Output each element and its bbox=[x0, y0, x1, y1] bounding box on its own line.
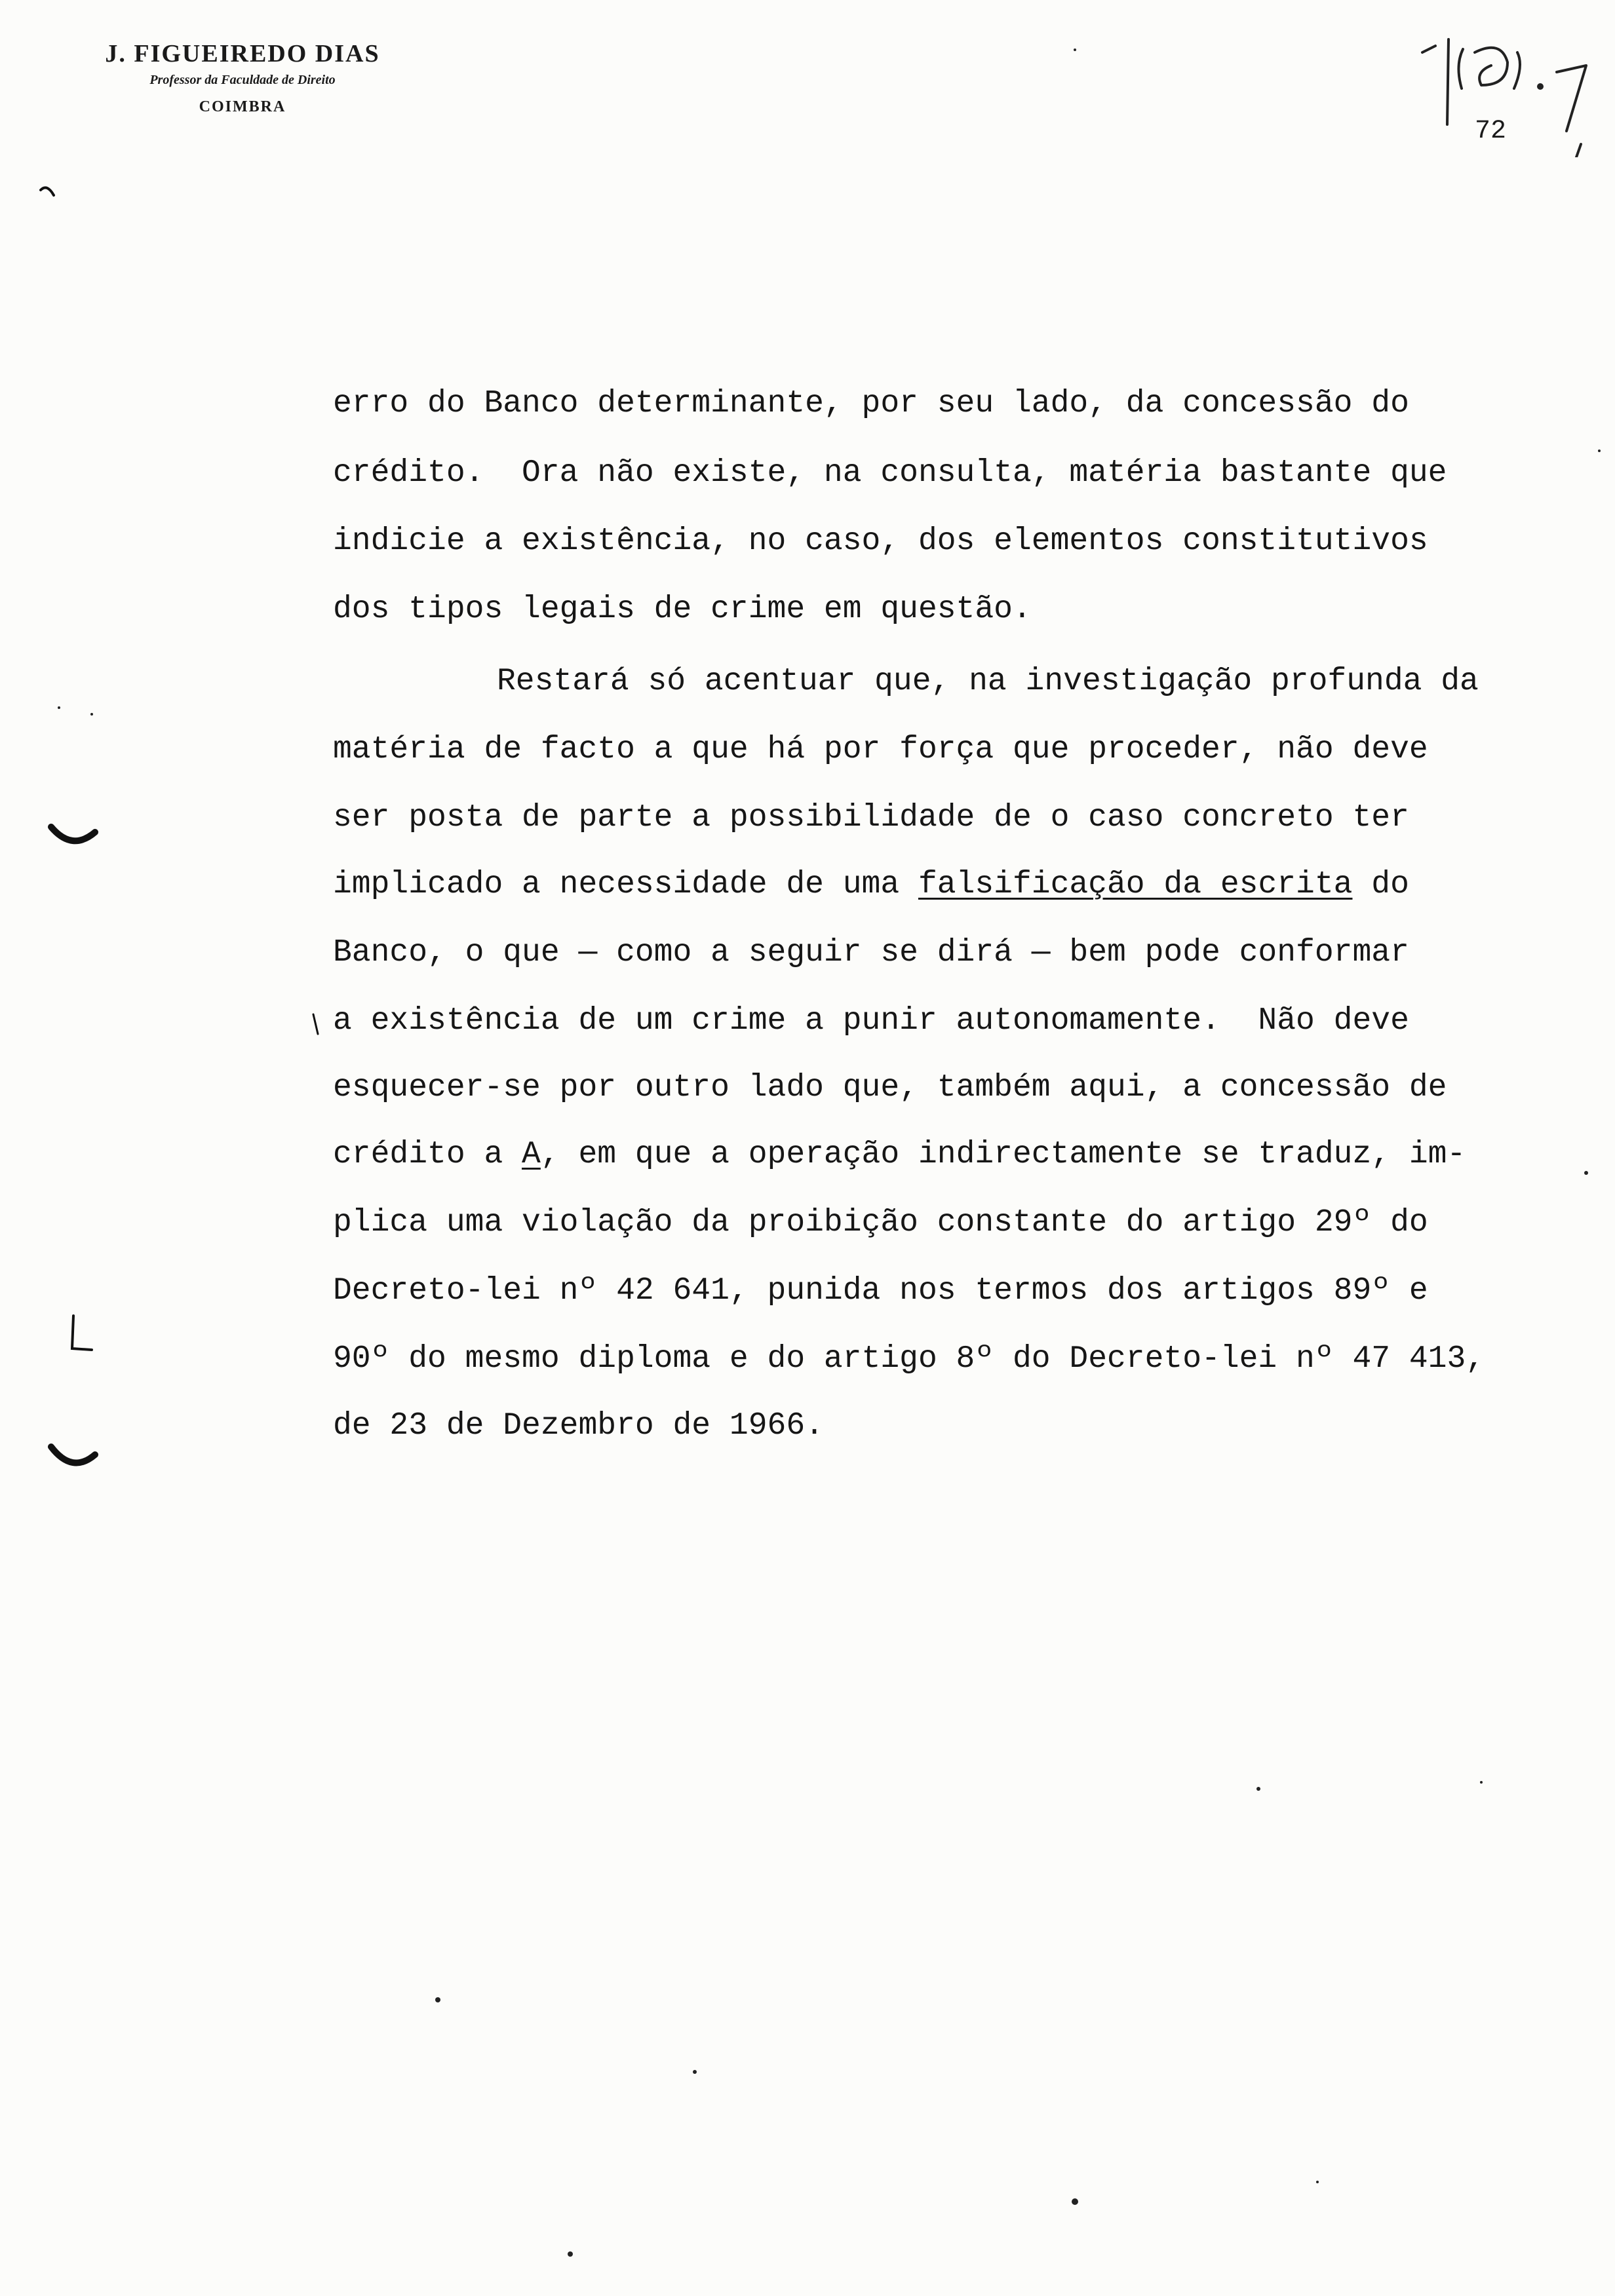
handwritten-folio-number bbox=[1409, 26, 1606, 157]
paragraph-1-line-2: crédito. Ora não existe, na consulta, matéria bastante que bbox=[333, 455, 1447, 491]
letterhead-name: J. FIGUEIREDO DIAS bbox=[105, 40, 380, 67]
paragraph-1-line-3: indicie a existência, no caso, dos elementos constitutivos bbox=[333, 524, 1428, 559]
letterhead-title: Professor da Faculdade de Direito bbox=[149, 73, 336, 87]
underlined-letter-a: A bbox=[522, 1137, 541, 1172]
line-8-text-after: , em que a operação indirectamente se traduz, im- bbox=[540, 1137, 1466, 1172]
paragraph-2-line-5: Banco, o que — como a seguir se dirá — bem pode conformar bbox=[333, 935, 1409, 970]
underlined-phrase-falsificacao: falsificação da escrita bbox=[918, 867, 1353, 902]
paragraph-2-line-3: ser posta de parte a possibilidade de o caso concreto ter bbox=[333, 800, 1409, 835]
paragraph-1-line-1: erro do Banco determinante, por seu lado, da concessão do bbox=[333, 386, 1409, 421]
paragraph-2-line-12: de 23 de Dezembro de 1966. bbox=[333, 1408, 824, 1444]
paragraph-2-line-4 bbox=[333, 865, 1409, 904]
paragraph-2-line-10: Decreto-lei nº 42 641, punida nos termos dos artigos 89º e bbox=[333, 1273, 1428, 1309]
paragraph-2-line-6: a existência de um crime a punir autonomamente. Não deve bbox=[333, 1003, 1409, 1039]
page-number: 72 bbox=[1475, 117, 1507, 146]
line-4-text-before: implicado a necessidade de uma bbox=[333, 867, 918, 902]
paragraph-2-line-9: plica uma violação da proibição constante do artigo 29º do bbox=[333, 1205, 1428, 1240]
paragraph-1-line-4: dos tipos legais de crime em questão. bbox=[333, 592, 1032, 627]
paragraph-2-line-1: Restará só acentuar que, na investigação profunda da bbox=[497, 664, 1479, 699]
paragraph-2-line-2: matéria de facto a que há por força que proceder, não deve bbox=[333, 732, 1428, 767]
paragraph-2-line-7: esquecer-se por outro lado que, também aqui, a concessão de bbox=[333, 1070, 1447, 1105]
paragraph-2-line-8 bbox=[333, 1135, 1466, 1174]
line-8-text-before: crédito a bbox=[333, 1137, 522, 1172]
letterhead-city: COIMBRA bbox=[199, 98, 286, 115]
letterhead bbox=[72, 38, 413, 123]
paragraph-2-line-11: 90º do mesmo diploma e do artigo 8º do Decreto-lei nº 47 413, bbox=[333, 1341, 1485, 1377]
line-4-text-after: do bbox=[1352, 867, 1409, 902]
